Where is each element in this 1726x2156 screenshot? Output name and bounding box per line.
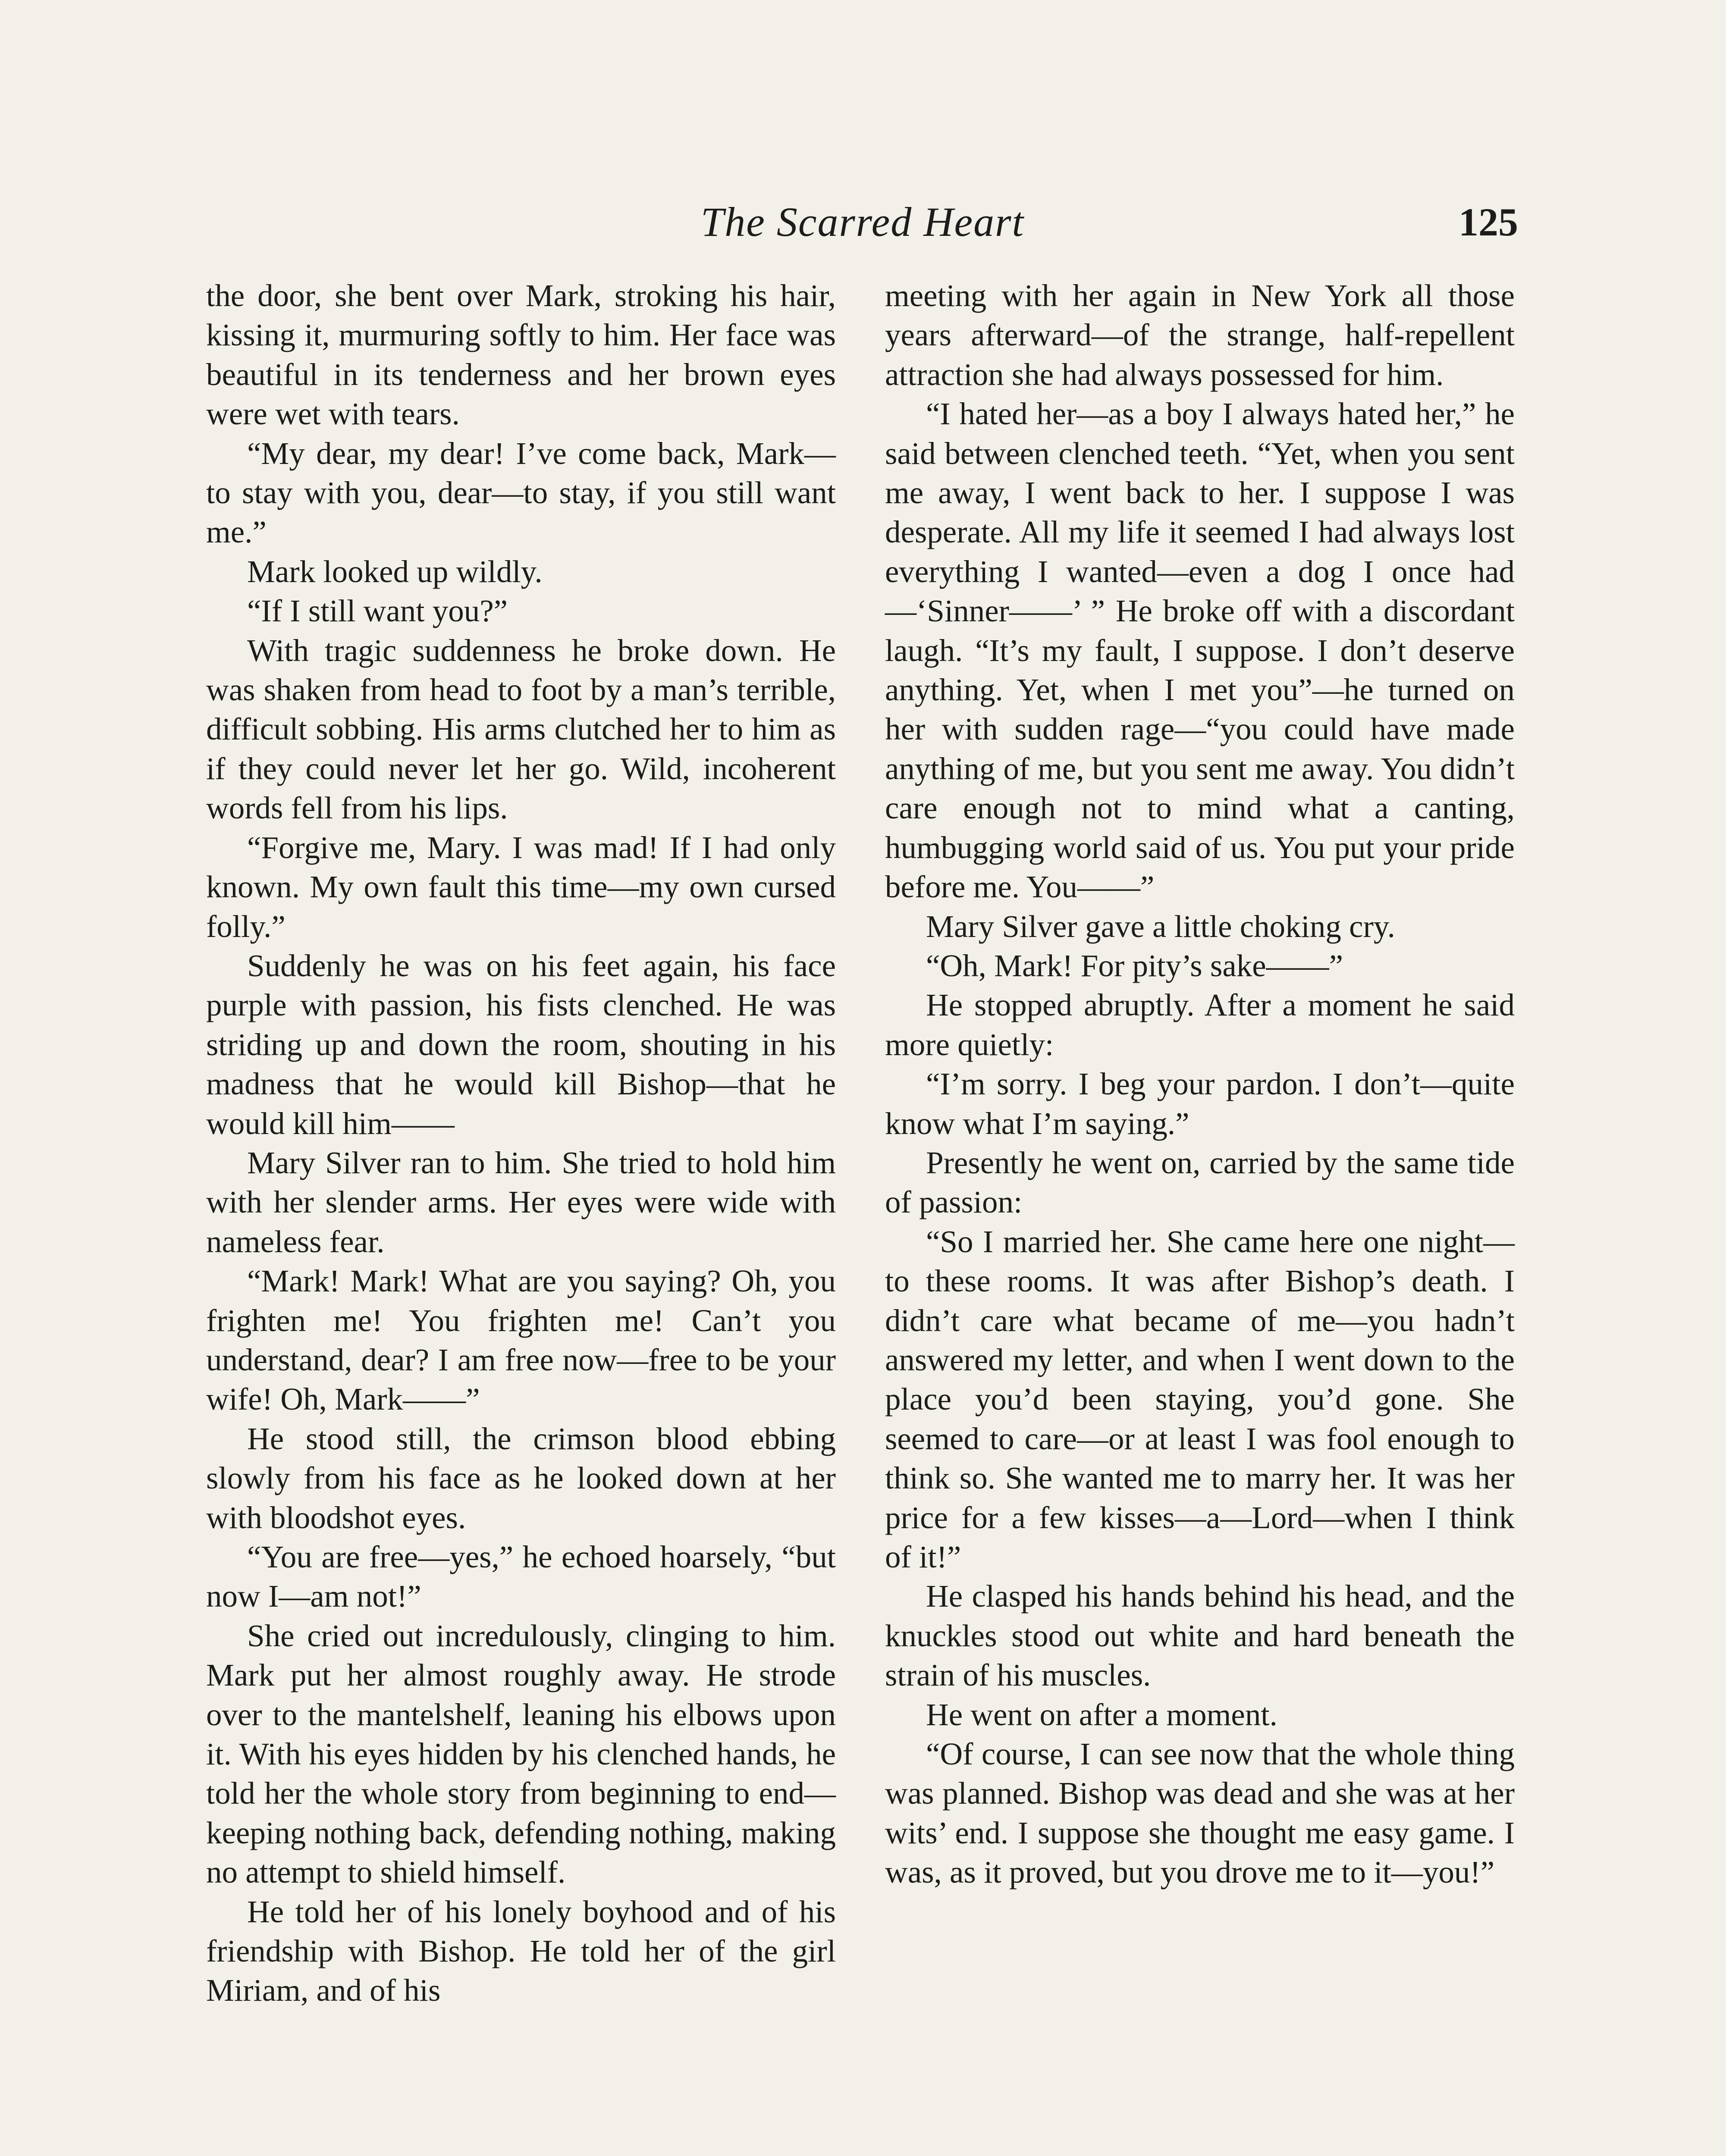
paragraph: Mark looked up wildly. (247, 554, 543, 589)
left-column (206, 276, 836, 2010)
paragraph: She cried out incredulously, clinging to him. Mark put her almost roughly away. He strode over to the mantelshelf, leaning his elbows upon it. With his eyes hidden by his clenched hands, he told her the whole story from beginning to end—keeping nothing back, defending nothing, making no attempt to shield himself. (206, 1618, 836, 1890)
paragraph: “Oh, Mark! For pity’s sake——” (926, 948, 1343, 983)
paragraph: “I’m sorry. I beg your pardon. I don’t—quite know what I’m saying.” (885, 1066, 1515, 1141)
paragraph: “I hated her—as a boy I always hated her,” he said between clenched teeth. “Yet, when you sent me away, I went back to her. I suppose I was desperate. All my life it seemed I had always lost everything I wanted—even a dog I once had—‘Sinner——’ ” He broke off with a discordant laugh. “It’s my fault, I suppose. I don’t deserve anything. Yet, when I met you”—he turned on her with sudden rage—“you could have made anything of me, but you sent me away. You didn’t care enough not to mind what a canting, humbugging world said of us. You put your pride before me. You——” (885, 396, 1515, 905)
paragraph: the door, she bent over Mark, stroking his hair, kissing it, murmuring softly to him. Her face was beautiful in its tenderness and her brown eyes were wet with tears. (206, 278, 836, 432)
paragraph: Mary Silver ran to him. She tried to hold him with her slender arms. Her eyes were wide with nameless fear. (206, 1145, 836, 1259)
running-title: The Scarred Heart (700, 199, 1025, 245)
paragraph: He went on after a moment. (926, 1697, 1277, 1732)
paragraph: Suddenly he was on his feet again, his face purple with passion, his fists clenched. He was striding up and down the room, shouting in his madness that he would kill Bishop—that he would kill him—— (206, 948, 836, 1141)
paragraph: “My dear, my dear! I’ve come back, Mark—to stay with you, dear—to stay, if you still want me.” (206, 436, 836, 550)
paragraph: He stood still, the crimson blood ebbing slowly from his face as he looked down at her with bloodshot eyes. (206, 1421, 836, 1535)
paragraph: “Of course, I can see now that the whole thing was planned. Bishop was dead and she was at her wits’ end. I suppose she thought me easy game. I was, as it proved, but you drove me to it—you!” (885, 1736, 1515, 1890)
paragraph: He told her of his lonely boyhood and of his friendship with Bishop. He told her of the girl Miriam, and of his (206, 1894, 836, 2008)
paragraph: He stopped abruptly. After a moment he said more quietly: (885, 987, 1515, 1062)
paragraph: “Forgive me, Mary. I was mad! If I had only known. My own fault this time—my own cursed folly.” (206, 830, 836, 944)
paragraph: meeting with her again in New York all those years afterward—of the strange, half-repellent attraction she had always possessed for him. (885, 278, 1515, 392)
paragraph: Presently he went on, carried by the same tide of passion: (885, 1145, 1515, 1220)
paragraph: “If I still want you?” (247, 593, 508, 629)
paragraph: “So I married her. She came here one night—to these rooms. It was after Bishop’s death. I didn’t care what became of me—you hadn’t answered my letter, and when I went down to the place you’d been staying, you’d gone. She seemed to care—or at least I was fool enough to think so. She wanted me to marry her. It was her price for a few kisses—a—Lord—when I think of it!” (885, 1224, 1515, 1574)
paragraph: With tragic suddenness he broke down. He was shaken from head to foot by a man’s terrible, difficult sobbing. His arms clutched her to him as if they could never let her go. Wild, incoherent words fell from his lips. (206, 633, 836, 826)
right-column (885, 276, 1515, 1892)
page-number: 125 (1459, 200, 1518, 244)
running-head (207, 190, 1518, 254)
paragraph: “Mark! Mark! What are you saying? Oh, you frighten me! You frighten me! Can’t you understand, dear? I am free now—free to be your wife! Oh, Mark——” (206, 1263, 836, 1417)
paragraph: He clasped his hands behind his head, and the knuckles stood out white and hard beneath the strain of his muscles. (885, 1579, 1515, 1693)
paragraph: “You are free—yes,” he echoed hoarsely, “but now I—am not!” (206, 1539, 836, 1614)
paragraph: Mary Silver gave a little choking cry. (926, 909, 1395, 944)
